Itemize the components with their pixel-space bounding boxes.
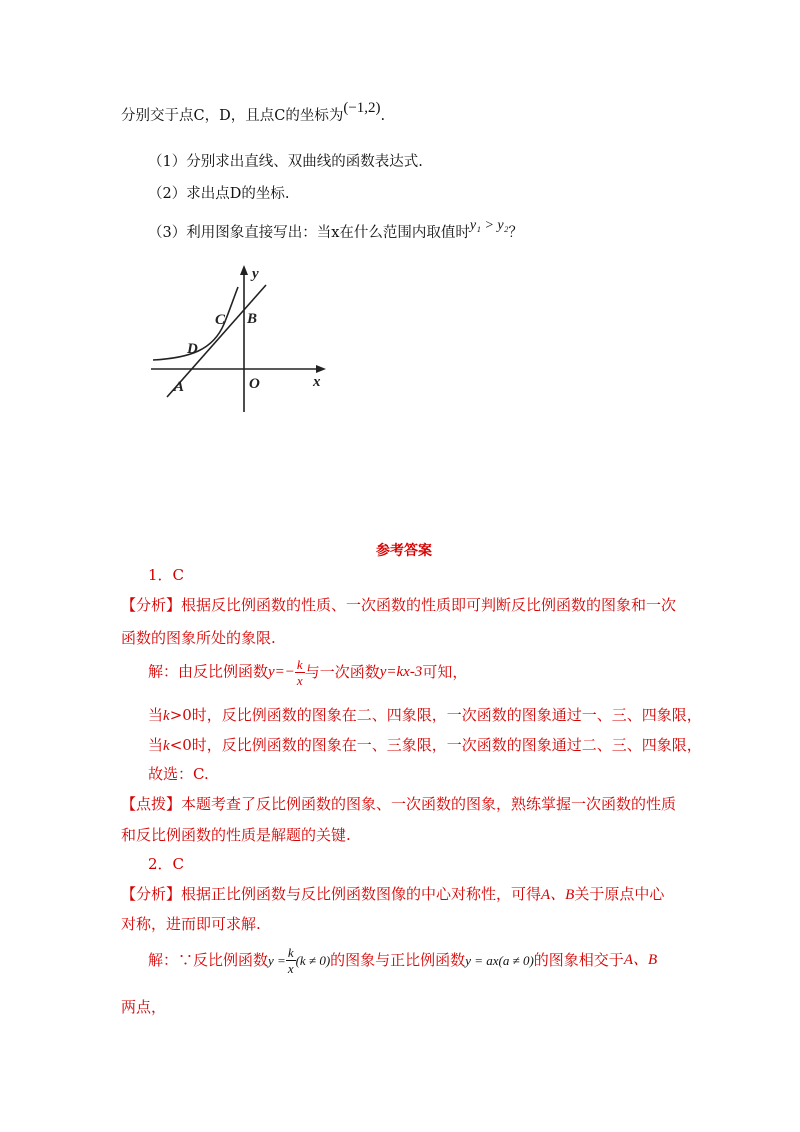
q1-case-1-text: >0时，反比例函数的图象在二、四象限，一次函数的图象通过一、三、四象限， — [169, 706, 702, 724]
q1-case-2 — [148, 738, 702, 754]
question-intro-text: 分别交于点C，D，且点C的坐标为 — [121, 108, 344, 124]
question-intro-end: . — [380, 108, 386, 124]
q2-analysis-text-end: 关于原点中心 — [574, 885, 665, 903]
point-c-label: C — [215, 312, 226, 328]
q1-case-2-k: k — [163, 738, 170, 754]
q1-analysis-line-1: 【分析】根据反比例函数的性质、一次函数的性质即可判断反比例函数的图象和一次 — [121, 596, 677, 614]
q2-points-ab: A、B — [541, 887, 575, 903]
q1-number: 1．C — [148, 566, 185, 584]
origin-label: O — [249, 376, 260, 392]
q2-solution — [148, 946, 657, 975]
q1-solution-end: 可知， — [422, 663, 468, 681]
point-c-coordinate: (−1,2) — [343, 100, 381, 116]
q1-case-2-text: <0时，反比例函数的图象在一、三象限，一次函数的图象通过二、三、四象限， — [169, 736, 702, 754]
question-item-3 — [148, 218, 524, 242]
q2-k-condition: (k ≠ 0) — [295, 953, 331, 968]
q1-solution-y: y=− — [268, 664, 295, 680]
q2-analysis-line-2: 对称，进而即可求解. — [121, 915, 261, 933]
q2-k-over-x-fraction — [286, 946, 296, 975]
q1-analysis-line-2: 函数的图象所处的象限. — [121, 629, 276, 647]
question-item-3-text: （3）利用图象直接写出：当x在什么范围内取值时 — [148, 225, 470, 241]
q1-case-1-k: k — [163, 708, 170, 724]
q1-solution-prefix: 解：由反比例函数 — [148, 662, 269, 681]
y-axis-arrow-icon — [240, 265, 248, 275]
function-graph-figure — [145, 262, 335, 414]
question-intro — [121, 100, 386, 125]
q2-solution-points-ab: A、B — [623, 952, 658, 968]
q1-solution — [148, 658, 467, 687]
fraction-numerator: k — [287, 945, 294, 960]
q1-solution-mid: 与一次函数 — [304, 663, 380, 681]
q2-analysis-line-1 — [121, 887, 664, 903]
q1-choice: 故选：C. — [148, 765, 209, 783]
x-axis-label: x — [313, 374, 321, 390]
q1-case-2-prefix: 当 — [148, 736, 164, 754]
q2-analysis-text: 【分析】根据正比例函数与反比例函数图像的中心对称性，可得 — [121, 885, 542, 903]
inequality-y1-y2: y₁ > y₂ — [469, 218, 509, 233]
q1-case-1 — [148, 708, 702, 724]
q1-case-1-prefix: 当 — [148, 706, 164, 724]
fraction-numerator: k — [296, 657, 303, 672]
q1-tip-line-2: 和反比例函数的性质是解题的关键. — [121, 826, 351, 844]
point-b-label: B — [247, 311, 258, 327]
q2-solution-end: 的图象相交于 — [533, 951, 624, 969]
fraction-denominator: x — [287, 961, 294, 976]
fraction-denominator: x — [296, 673, 303, 688]
point-d-label: D — [187, 341, 198, 357]
question-item-3-end: ？ — [508, 225, 524, 241]
q2-solution-y: y = — [268, 953, 286, 968]
question-item-1: （1）分别求出直线、双曲线的函数表达式. — [148, 154, 423, 170]
q2-direct-proportion-function: y = ax(a ≠ 0) — [465, 953, 534, 968]
x-axis-arrow-icon — [316, 365, 326, 373]
point-a-label: A — [174, 379, 185, 395]
q1-tip-line-1: 【点拨】本题考查了反比例函数的图象、一次函数的图象，熟练掌握一次函数的性质 — [121, 795, 677, 813]
question-item-2: （2）求出点D的坐标. — [148, 186, 290, 202]
y-axis-label: y — [252, 266, 259, 282]
q2-solution-mid: 的图象与正比例函数 — [330, 951, 466, 969]
q2-solution-prefix: 解：∵反比例函数 — [148, 951, 269, 969]
answer-title: 参考答案 — [376, 543, 432, 559]
q1-k-over-x-fraction — [295, 658, 305, 687]
q1-linear-function: y=kx-3 — [379, 664, 423, 680]
q2-solution-line-2: 两点， — [121, 998, 167, 1016]
q2-number: 2．C — [148, 855, 185, 873]
